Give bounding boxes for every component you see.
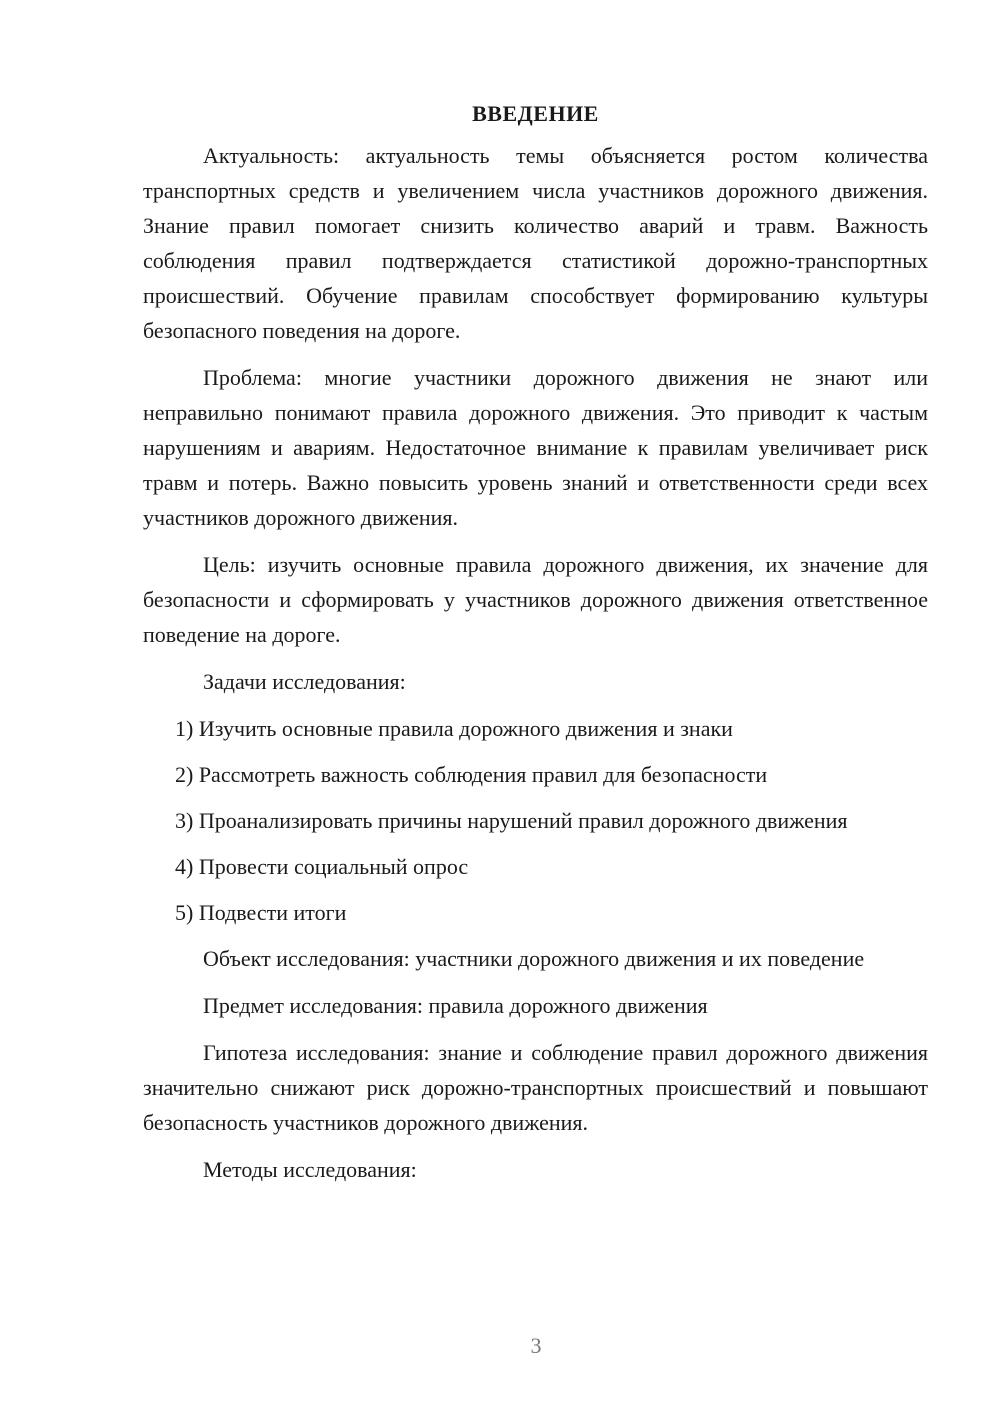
- paragraph-object: Объект исследования: участники дорожного движения и их поведение: [203, 946, 865, 971]
- tasks-heading: Задачи исследования:: [203, 669, 406, 694]
- task-item: 5) Подвести итоги: [175, 900, 347, 925]
- paragraph-goal: Цель: изучить основные правила дорожного движения, их значение для безопасности и сформировать у участников дорожного движения ответственное поведение на дороге.: [143, 552, 928, 647]
- task-item: 2) Рассмотреть важность соблюдения правил для безопасности: [175, 762, 768, 787]
- page-body: [143, 96, 928, 1199]
- section-title: ВВЕДЕНИЕ: [472, 101, 599, 126]
- paragraph-relevance: Актуальность: актуальность темы объясняется ростом количества транспортных средств и увеличением числа участников дорожного движения. Знание правил помогает снизить количество аварий и травм. Важность соблюдения правил подтверждается статистикой дорожно-транспортных происшествий. Обучение правилам способствует формированию культуры безопасного поведения на дороге.: [143, 143, 928, 343]
- methods-heading: Методы исследования:: [203, 1157, 417, 1182]
- paragraph-problem: Проблема: многие участники дорожного движения не знают или неправильно понимают правила дорожного движения. Это приводит к частым нарушениям и авариям. Недостаточное внимание к правилам увеличивает риск травм и потерь. Важно повысить уровень знаний и ответственности среди всех участников дорожного движения.: [143, 365, 928, 530]
- task-item: 4) Провести социальный опрос: [175, 854, 469, 879]
- page-number: 3: [530, 1333, 542, 1358]
- paragraph-subject: Предмет исследования: правила дорожного движения: [203, 993, 708, 1018]
- task-item: 3) Проанализировать причины нарушений правил дорожного движения: [175, 808, 848, 833]
- task-item: 1) Изучить основные правила дорожного движения и знаки: [175, 716, 733, 741]
- paragraph-hypothesis: Гипотеза исследования: знание и соблюдение правил дорожного движения значительно снижают риск дорожно-транспортных происшествий и повышают безопасность участников дорожного движения.: [143, 1040, 928, 1135]
- tasks-list: [143, 711, 928, 930]
